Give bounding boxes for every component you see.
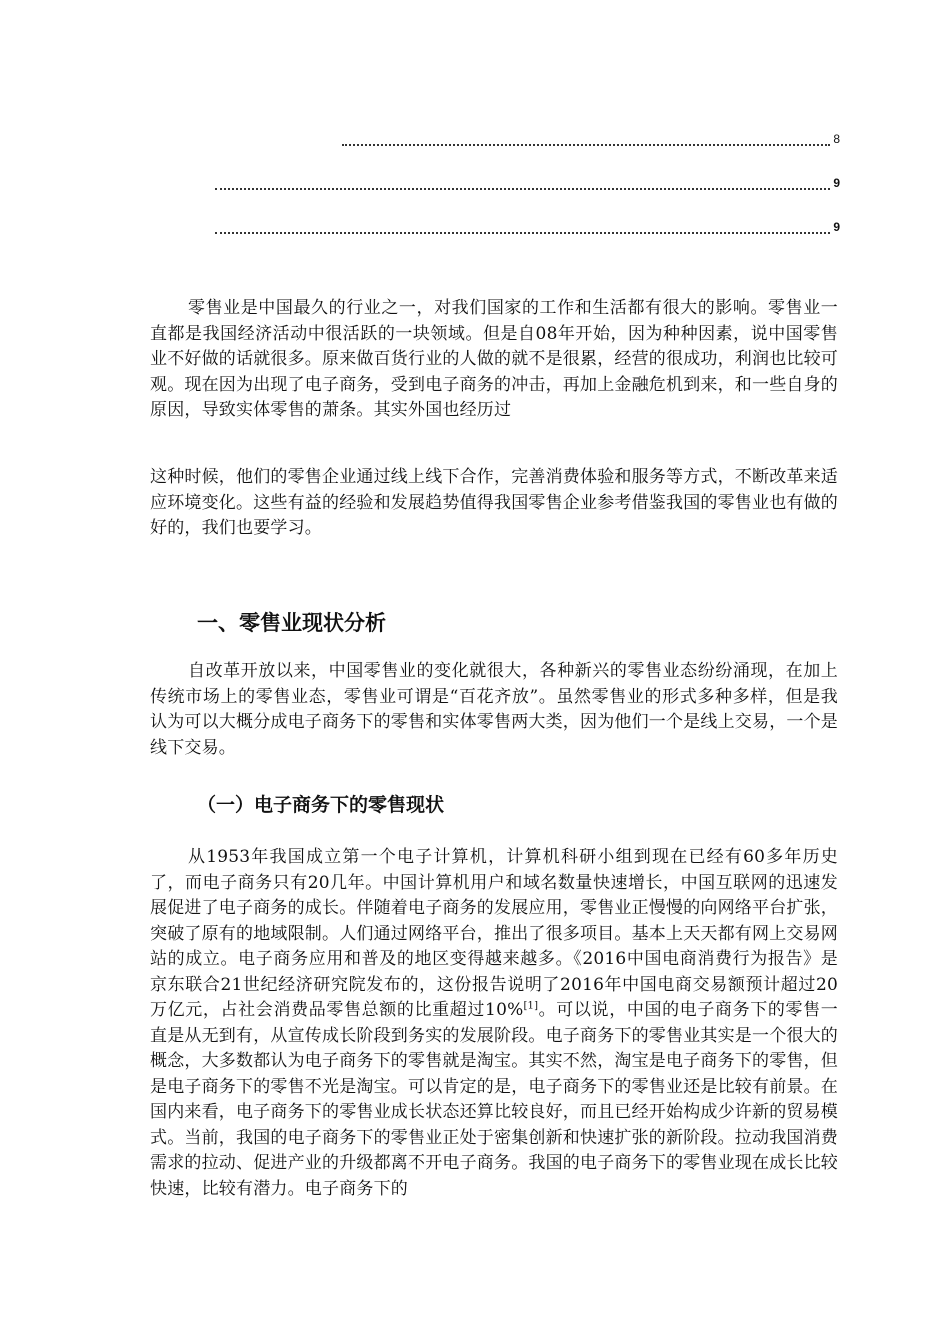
toc-page-number: 9	[833, 220, 840, 234]
toc-entry	[342, 128, 840, 146]
citation-reference: [1]	[523, 1000, 539, 1012]
paragraph-text: 从1953年我国成立第一个电子计算机，计算机科研小组到现在已经有60多年历史了，而电子商务只有20几年。中国计算机用户和域名数量快速增长，中国互联网的迅速发展促进了电子商务的成长。伴随着电子商务的发展应用，零售业正慢慢的向网络平台扩张，突破了原有的地域限制。人们通过网络平台，推出了很多项目。基本上天天都有网上交易网站的成立。电子商务应用和普及的地区变得越来越多。《2016中国电商消费行为报告》是京东联合21世纪经济研究院发布的，这份报告说明了2016年中国电商交易额预计超过20万亿元，占社会消费品零售总额的比重超过10%	[150, 847, 838, 1020]
section-paragraph: 自改革开放以来，中国零售业的变化就很大，各种新兴的零售业态纷纷涌现，在加上传统市场上的零售业态，零售业可谓是“百花齐放”。虽然零售业的形式多种多样，但是我认为可以大概分成电子商务下的零售和实体零售两大类，因为他们一个是线上交易，一个是线下交易。	[150, 661, 838, 758]
subsection-paragraph	[150, 845, 838, 1202]
toc-entry	[215, 172, 840, 190]
section-heading: 一、零售业现状分析	[197, 611, 386, 635]
toc-page-number: 8	[833, 132, 840, 146]
intro-paragraph-2: 这种时候，他们的零售企业通过线上线下合作，完善消费体验和服务等方式，不断改革来适应环境变化。这些有益的经验和发展趋势值得我国零售企业参考借鉴我国的零售业也有做的好的，我们也要学习。	[150, 467, 838, 538]
toc-entry	[215, 216, 840, 234]
toc-leader-dots	[342, 134, 830, 146]
subsection-heading: （一）电子商务下的零售现状	[197, 794, 445, 816]
intro-paragraph-1: 零售业是中国最久的行业之一，对我们国家的工作和生活都有很大的影响。零售业一直都是我国经济活动中很活跃的一块领域。但是自08年开始，因为种种因素，说中国零售业不好做的话就很多。原来做百货行业的人做的就不是很累，经营的很成功，利润也比较可观。现在因为出现了电子商务，受到电子商务的冲击，再加上金融危机到来，和一些自身的原因，导致实体零售的萧条。其实外国也经历过	[150, 298, 838, 420]
toc-leader-dots	[215, 222, 830, 234]
toc-leader-dots	[215, 178, 830, 190]
paragraph-text: 。可以说，中国的电子商务下的零售一直是从无到有，从宣传成长阶段到务实的发展阶段。电子商务下的零售业其实是一个很大的概念，大多数都认为电子商务下的零售就是淘宝。其实不然，淘宝是电子商务下的零售，但是电子商务下的零售不光是淘宝。可以肯定的是，电子商务下的零售业还是比较有前景。在国内来看，电子商务下的零售业成长状态还算比较良好，而且已经开始构成少许新的贸易模式。当前，我国的电子商务下的零售业正处于密集创新和快速扩张的新阶段。拉动我国消费需求的拉动、促进产业的升级都离不开电子商务。我国的电子商务下的零售业现在成长比较快速，比较有潜力。电子商务下的	[150, 1000, 839, 1199]
toc-page-number: 9	[833, 176, 840, 190]
